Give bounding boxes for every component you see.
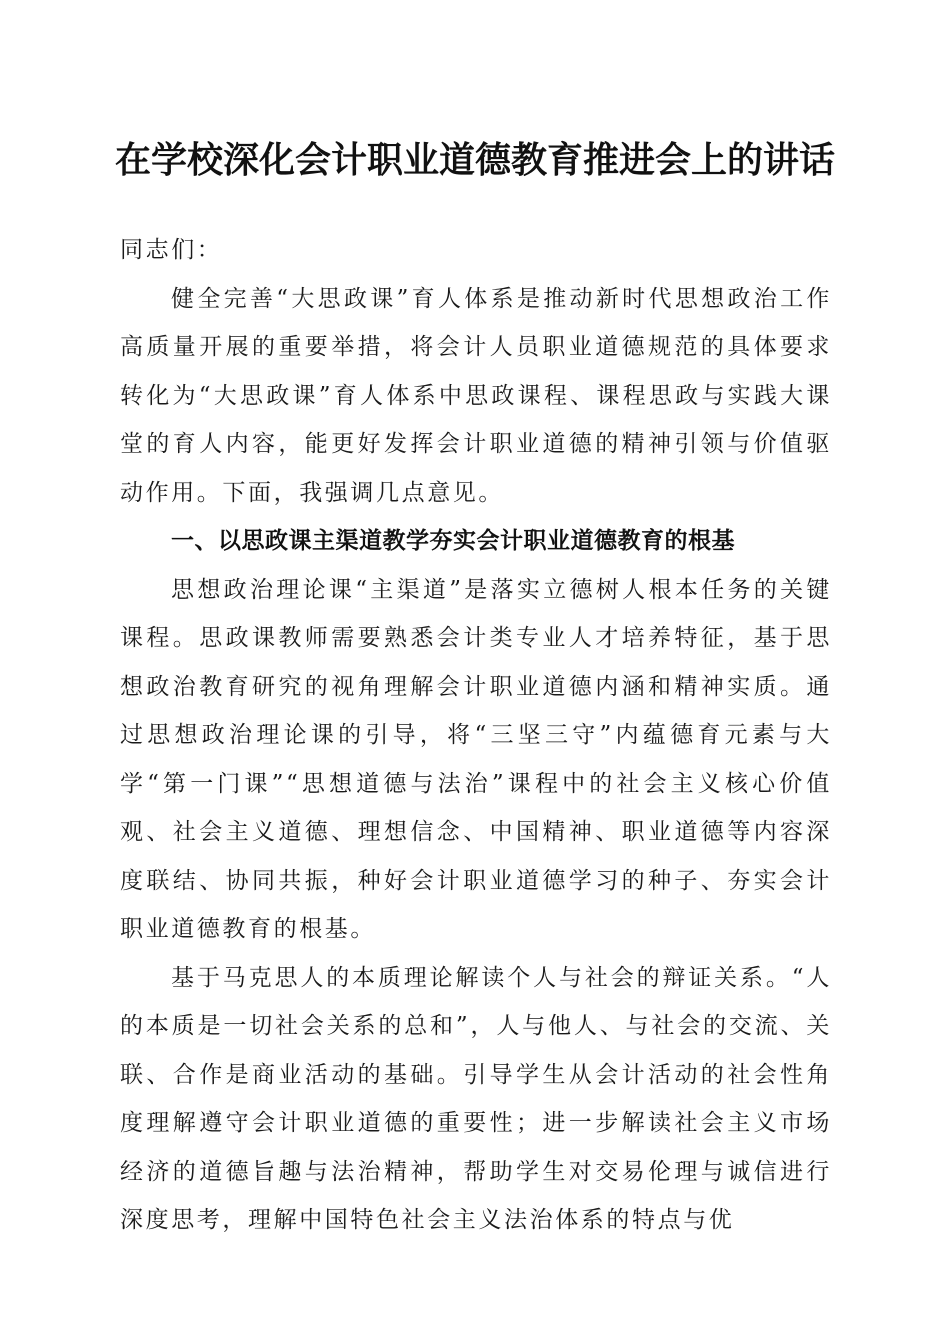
paragraph-intro: 健全完善“大思政课”育人体系是推动新时代思想政治工作高质量开展的重要举措，将会计人员职业道德规范的具体要求转化为“大思政课”育人体系中思政课程、课程思政与实践大课堂的育人内容，能更好发挥会计职业道德的精神引领与价值驱动作用。下面，我强调几点意见。 (120, 285, 832, 506)
salutation: 同志们： (120, 237, 223, 263)
document-body (120, 226, 832, 1245)
section-heading-1: 一、以思政课主渠道教学夯实会计职业道德教育的根基 (171, 528, 735, 554)
paragraph-section-1-a: 思想政治理论课“主渠道”是落实立德树人根本任务的关键课程。思政课教师需要熟悉会计类专业人才培养特征，基于思想政治教育研究的视角理解会计职业道德内涵和精神实质。通过思想政治理论课的引导，将“三坚三守”内蕴德育元素与大学“第一门课”“思想道德与法治”课程中的社会主义核心价值观、社会主义道德、理想信念、中国精神、职业道德等内容深度联结、协同共振，种好会计职业道德学习的种子、夯实会计职业道德教育的根基。 (120, 576, 832, 942)
document-title: 在学校深化会计职业道德教育推进会上的讲话 (114, 139, 835, 181)
paragraph-section-1-b: 基于马克思人的本质理论解读个人与社会的辩证关系。“人的本质是一切社会关系的总和”，人与他人、与社会的交流、关联、合作是商业活动的基础。引导学生从会计活动的社会性角度理解遵守会计职业道德的重要性；进一步解读社会主义市场经济的道德旨趣与法治精神，帮助学生对交易伦理与诚信进行深度思考，理解中国特色社会主义法治体系的特点与优 (120, 964, 832, 1233)
